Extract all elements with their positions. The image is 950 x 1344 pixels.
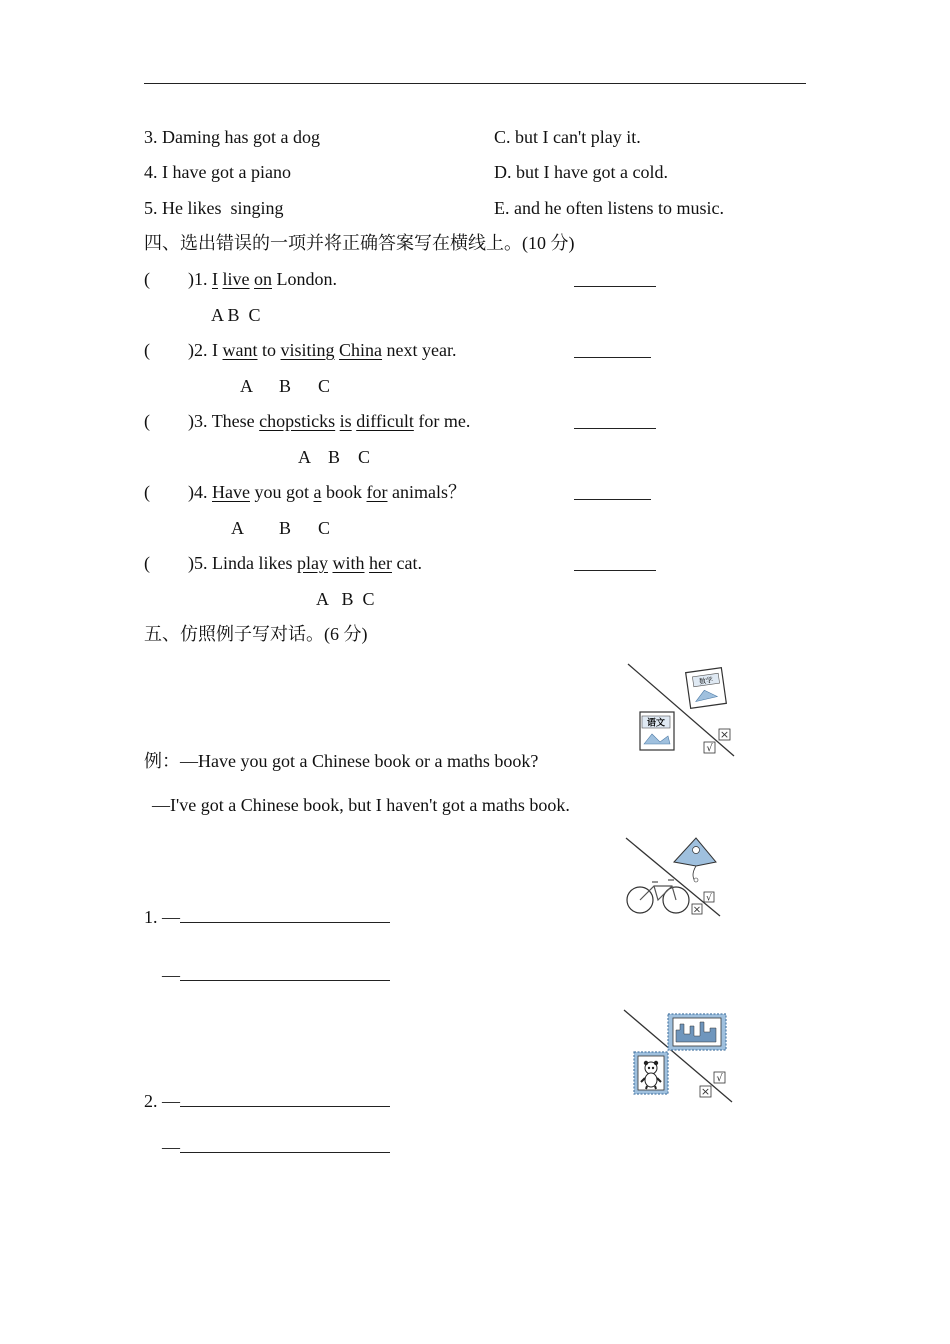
maths-book-icon — [686, 668, 727, 709]
match-right-e: E. and he often listens to music. — [494, 198, 724, 218]
svg-text:√: √ — [706, 893, 712, 904]
match-right-d: D. but I have got a cold. — [494, 162, 668, 182]
option-letters-5: A B C — [316, 589, 375, 609]
option-letters-4: A B C — [231, 518, 331, 538]
cross-box-icon — [700, 1085, 711, 1098]
question-5: )5. Linda likes play with her cat. — [188, 553, 422, 573]
city-stamp-icon — [668, 1014, 726, 1050]
svg-text:×: × — [692, 904, 702, 916]
question-2: )2. I want to visiting China next year. — [188, 340, 457, 360]
answer-paren-open-3: ( — [144, 411, 150, 431]
check-box-icon — [714, 1072, 725, 1084]
svg-text:√: √ — [706, 743, 713, 754]
answer-blank-5[interactable] — [574, 556, 656, 571]
option-letters-2: A B C — [240, 376, 331, 396]
chinese-book-icon — [640, 712, 674, 750]
option-letters-3: A B C — [298, 447, 371, 467]
svg-text:数学: 数学 — [698, 676, 714, 686]
answer-1-blank[interactable] — [180, 966, 390, 981]
question-2-line: 2. — — [144, 1092, 390, 1110]
check-box-icon — [704, 892, 714, 904]
panda-stamp-icon — [634, 1052, 668, 1094]
question-1-line: 1. — — [144, 908, 390, 926]
books-picture — [624, 662, 738, 758]
question-1-blank[interactable] — [180, 908, 390, 923]
svg-text:×: × — [700, 1085, 711, 1098]
answer-2-line: — — [162, 1138, 390, 1156]
check-box-icon — [704, 742, 715, 754]
match-left-4: 4. I have got a piano — [144, 162, 291, 182]
answer-paren-open-4: ( — [144, 482, 150, 502]
match-right-c: C. but I can't play it. — [494, 127, 641, 147]
section4-heading: 四、选出错误的一项并将正确答案写在横线上。(10 分) — [144, 233, 575, 253]
top-rule — [144, 83, 806, 84]
svg-text:语文: 语文 — [646, 718, 666, 729]
kite-icon — [674, 838, 716, 882]
bike-kite-picture — [624, 836, 724, 918]
question-4: )4. Have you got a book for animals？ — [188, 482, 466, 502]
stamps-picture — [622, 1008, 734, 1104]
question-3: )3. These chopsticks is difficult for me. — [188, 411, 471, 431]
answer-paren-open-1: ( — [144, 269, 150, 289]
answer-blank-2[interactable] — [574, 343, 651, 358]
answer-blank-3[interactable] — [574, 414, 656, 429]
question-1: )1. I live on London. — [188, 269, 337, 289]
section5-heading: 五、仿照例子写对话。(6 分) — [144, 624, 368, 644]
answer-blank-4[interactable] — [574, 485, 651, 500]
svg-text:√: √ — [716, 1073, 723, 1084]
answer-paren-open-5: ( — [144, 553, 150, 573]
cross-box-icon — [719, 728, 730, 741]
answer-2-blank[interactable] — [180, 1138, 390, 1153]
option-letters-1: A B C — [211, 305, 261, 325]
example-answer: —I've got a Chinese book, but I haven't got a maths book. — [152, 795, 570, 815]
example-question: 例：—Have you got a Chinese book or a maths book? — [144, 751, 539, 771]
match-left-3: 3. Daming has got a dog — [144, 127, 320, 147]
svg-text:×: × — [719, 728, 730, 741]
bicycle-icon — [627, 880, 689, 913]
cross-box-icon — [692, 904, 702, 916]
answer-1-line: — — [162, 966, 390, 984]
answer-paren-open-2: ( — [144, 340, 150, 360]
answer-blank-1[interactable] — [574, 272, 656, 287]
match-left-5: 5. He likes singing — [144, 198, 284, 218]
question-2-blank[interactable] — [180, 1092, 390, 1107]
